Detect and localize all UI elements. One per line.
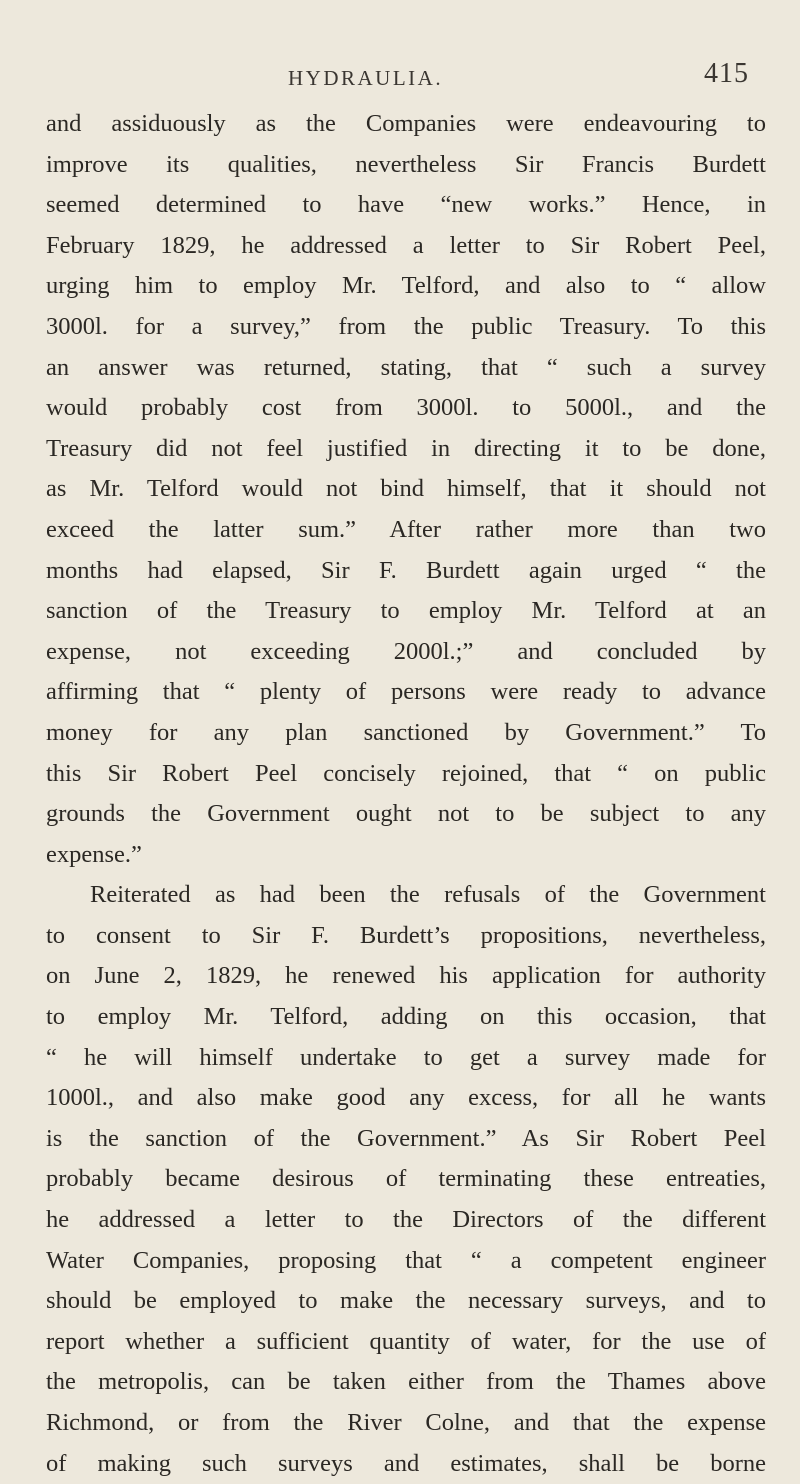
body-text [46, 104, 766, 1484]
text-line: should be employed to make the necessary surveys, and to [46, 1287, 766, 1315]
text-line: Richmond, or from the River Colne, and that the expense [46, 1409, 766, 1436]
text-line: grounds the Government ought not to be subject to any [46, 800, 766, 828]
text-line: 3000l. for a survey,” from the public Treasury. To this [46, 312, 766, 340]
text-line: affirming that “ plenty of persons were ready to advance [46, 678, 766, 706]
text-line: February 1829, he addressed a letter to Sir Robert Peel, [46, 231, 766, 259]
text-line: is the sanction of the Government.” As Sir Robert Peel [46, 1124, 766, 1152]
text-line: expense, not exceeding 2000l.;” and concluded by [46, 637, 766, 665]
text-line: seemed determined to have “new works.” Hence, in [46, 191, 766, 219]
text-line: sanction of the Treasury to employ Mr. Telford at an [46, 597, 766, 625]
text-line: to employ Mr. Telford, adding on this occasion, that [46, 1003, 766, 1031]
text-line: “ he will himself undertake to get a survey made for [46, 1043, 766, 1071]
text-line: Water Companies, proposing that “ a competent engineer [46, 1246, 766, 1274]
text-line: the metropolis, can be taken either from the Thames above [46, 1368, 766, 1396]
text-line: improve its qualities, nevertheless Sir Francis Burdett [46, 150, 766, 178]
text-line: probably became desirous of terminating these entreaties, [46, 1165, 766, 1193]
running-head: HYDRAULIA. [288, 66, 444, 90]
text-line: an answer was returned, stating, that “ such a survey [46, 353, 766, 381]
text-line: Treasury did not feel justified in directing it to be done, [46, 434, 766, 462]
text-line: he addressed a letter to the Directors of the different [46, 1206, 766, 1234]
text-line: as Mr. Telford would not bind himself, that it should not [46, 475, 766, 503]
text-line: exceed the latter sum.” After rather more than two [46, 515, 766, 543]
text-line: of making such surveys and estimates, shall be borne [46, 1449, 766, 1477]
text-line: on June 2, 1829, he renewed his application for authority [46, 962, 766, 990]
text-line: report whether a sufficient quantity of water, for the use of [46, 1327, 766, 1355]
paragraph-first-line: Reiterated as had been the refusals of the Government [90, 881, 766, 909]
text-line: and assiduously as the Companies were endeavouring to [46, 110, 766, 137]
text-line: months had elapsed, Sir F. Burdett again urged “ the [46, 556, 766, 584]
text-line: to consent to Sir F. Burdett’s propositions, nevertheless, [46, 921, 766, 949]
text-line: this Sir Robert Peel concisely rejoined, that “ on public [46, 759, 766, 787]
text-line: would probably cost from 3000l. to 5000l., and the [46, 394, 766, 422]
page-number: 415 [704, 58, 749, 89]
paragraph-end-line: expense.” [46, 840, 142, 868]
text-line: 1000l., and also make good any excess, for all he wants [46, 1084, 766, 1112]
text-line: money for any plan sanctioned by Government.” To [46, 718, 766, 746]
text-line: urging him to employ Mr. Telford, and also to “ allow [46, 272, 766, 300]
